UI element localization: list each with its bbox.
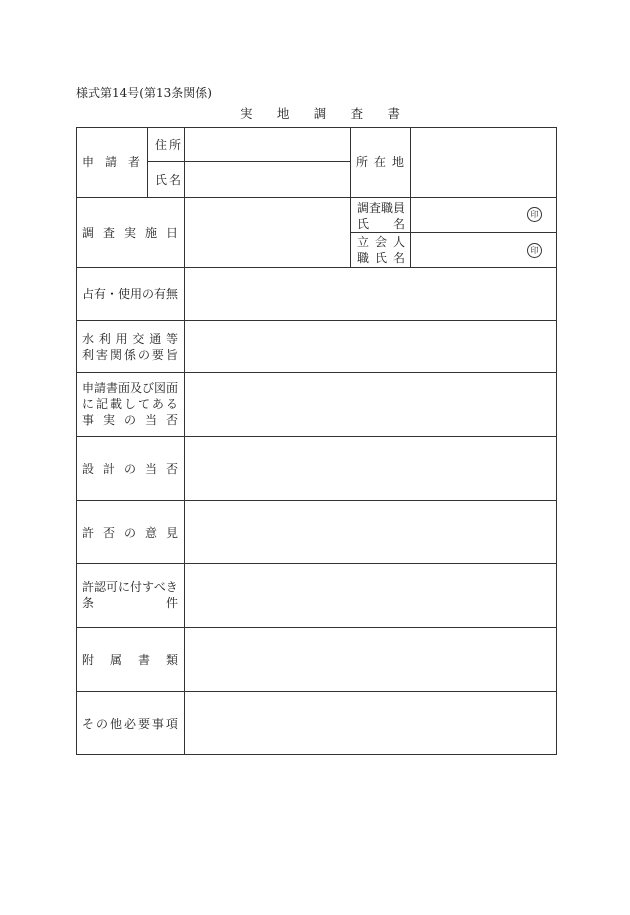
design-label xyxy=(82,461,178,477)
other-items-field[interactable] xyxy=(186,693,554,752)
water-char: 等 xyxy=(165,332,178,346)
staff-label-line2 xyxy=(357,216,405,232)
conditions-field[interactable] xyxy=(186,565,554,625)
attachments-field[interactable] xyxy=(186,629,554,689)
docs-char: 事 xyxy=(82,413,95,427)
table-row-divider xyxy=(76,627,557,628)
documents-label xyxy=(82,380,178,428)
location-label-char: 地 xyxy=(391,155,404,169)
staff-label-char: 名 xyxy=(392,217,405,231)
documents-field[interactable] xyxy=(186,374,554,434)
witness-label-line1 xyxy=(357,234,405,250)
applicant-label-char: 請 xyxy=(104,155,117,169)
address-label: 住所 xyxy=(155,138,184,152)
design-char: 設 xyxy=(82,462,95,476)
water-char: 利 xyxy=(98,332,111,346)
table-border xyxy=(76,127,77,755)
table-row-divider xyxy=(76,197,557,198)
document-title xyxy=(240,104,400,122)
title-char: 地 xyxy=(276,106,290,121)
location-label-char: 所 xyxy=(356,155,369,169)
design-char: 当 xyxy=(144,462,157,476)
staff-label xyxy=(357,200,405,232)
table-row-divider xyxy=(76,436,557,437)
date-label-char: 施 xyxy=(144,226,157,240)
witness-label-line2 xyxy=(357,250,405,266)
table-row-divider xyxy=(76,320,557,321)
water-traffic-field[interactable] xyxy=(186,322,554,370)
name-label: 氏名 xyxy=(155,173,184,187)
docs-char: あ xyxy=(151,397,164,411)
applicant-label-char: 者 xyxy=(127,155,140,169)
attachments-char: 附 xyxy=(82,653,95,667)
attachments-char: 属 xyxy=(109,653,122,667)
witness-seal-mark: 印 xyxy=(527,243,542,258)
design-char: の xyxy=(123,462,136,476)
opinion-char: 見 xyxy=(165,526,178,540)
docs-char: 載 xyxy=(109,397,122,411)
conditions-label xyxy=(82,579,178,611)
water-traffic-line2 xyxy=(82,347,178,363)
documents-line1: 申請書面及び図面 xyxy=(82,381,179,395)
location-label-char: 在 xyxy=(373,155,386,169)
other-char: 事 xyxy=(151,717,164,731)
other-char: 要 xyxy=(137,717,150,731)
docs-char: し xyxy=(123,397,136,411)
table-divider xyxy=(147,161,350,162)
table-divider xyxy=(350,232,556,233)
opinion-char: 許 xyxy=(82,526,95,540)
applicant-label-char: 申 xyxy=(82,155,95,169)
other-char: 項 xyxy=(165,717,178,731)
conditions-line2 xyxy=(82,595,178,611)
witness-label-char: 立 xyxy=(357,235,370,249)
attachments-char: 書 xyxy=(137,653,150,667)
water-char: 関 xyxy=(109,348,122,362)
investigation-form-table xyxy=(76,127,557,755)
staff-seal-mark: 印 xyxy=(527,207,542,222)
documents-line3 xyxy=(82,412,178,428)
docs-char: 実 xyxy=(102,413,115,427)
table-row-divider xyxy=(76,372,557,373)
table-divider xyxy=(147,127,148,197)
docs-char: 記 xyxy=(95,397,108,411)
conditions-char: 件 xyxy=(165,596,178,610)
opinion-char: 意 xyxy=(144,526,157,540)
table-border xyxy=(76,127,557,128)
table-row-divider xyxy=(76,500,557,501)
witness-label-char: 氏 xyxy=(374,251,387,265)
design-char: 否 xyxy=(165,462,178,476)
table-border xyxy=(556,127,557,755)
conditions-char: 条 xyxy=(82,596,95,610)
occupancy-field[interactable] xyxy=(186,269,554,318)
attachments-label xyxy=(82,652,178,668)
water-char: 係 xyxy=(123,348,136,362)
opinion-label xyxy=(82,525,178,541)
opinion-char: の xyxy=(123,526,136,540)
opinion-field[interactable] xyxy=(186,502,554,561)
water-char: 要 xyxy=(151,348,164,362)
design-field[interactable] xyxy=(186,438,554,498)
documents-line2 xyxy=(82,396,178,412)
docs-char: に xyxy=(82,397,95,411)
title-char: 書 xyxy=(387,106,400,121)
location-label xyxy=(356,154,404,170)
water-char: 利 xyxy=(82,348,95,362)
water-char: 用 xyxy=(115,332,128,346)
date-label-char: 調 xyxy=(82,226,95,240)
date-label-char: 査 xyxy=(102,226,115,240)
table-divider xyxy=(184,127,185,755)
occupancy-label: 占有・使用の有無 xyxy=(82,287,179,301)
docs-char: て xyxy=(137,397,150,411)
water-char: 害 xyxy=(95,348,108,362)
investigation-date-label xyxy=(82,225,178,241)
witness-label-char: 会 xyxy=(374,235,387,249)
date-label-char: 日 xyxy=(165,226,178,240)
address-field[interactable] xyxy=(186,129,348,160)
witness-label-char: 職 xyxy=(357,251,370,265)
other-char: 必 xyxy=(123,717,136,731)
table-row-divider xyxy=(76,563,557,564)
applicant-label xyxy=(82,154,140,170)
location-field[interactable] xyxy=(412,129,554,195)
attachments-char: 類 xyxy=(165,653,178,667)
title-char: 査 xyxy=(350,106,364,121)
water-char: の xyxy=(137,348,150,362)
investigation-date-field[interactable] xyxy=(186,199,348,265)
other-char: 他 xyxy=(109,717,122,731)
opinion-char: 否 xyxy=(102,526,115,540)
name-field[interactable] xyxy=(186,164,348,195)
title-char: 調 xyxy=(313,106,327,121)
form-number: 様式第14号(第13条関係) xyxy=(76,86,212,100)
water-traffic-line1 xyxy=(82,331,178,347)
water-char: 水 xyxy=(82,332,95,346)
table-row-divider xyxy=(76,267,557,268)
design-char: 計 xyxy=(102,462,115,476)
docs-char: る xyxy=(165,397,178,411)
witness-label xyxy=(357,234,405,266)
table-border xyxy=(76,754,557,755)
other-items-label xyxy=(82,716,178,732)
water-char: 交 xyxy=(132,332,145,346)
title-char: 実 xyxy=(240,106,253,121)
docs-char: の xyxy=(123,413,136,427)
other-char: そ xyxy=(82,717,95,731)
water-char: 旨 xyxy=(165,348,178,362)
water-traffic-label xyxy=(82,331,178,363)
other-char: の xyxy=(95,717,108,731)
table-row-divider xyxy=(76,691,557,692)
docs-char: 当 xyxy=(144,413,157,427)
docs-char: 否 xyxy=(165,413,178,427)
witness-label-char: 名 xyxy=(392,251,405,265)
date-label-char: 実 xyxy=(123,226,136,240)
conditions-line1: 許認可に付すべき xyxy=(82,580,178,594)
water-char: 通 xyxy=(149,332,162,346)
staff-label-line1: 調査職員 xyxy=(357,201,406,215)
staff-label-char: 氏 xyxy=(357,217,370,231)
witness-label-char: 人 xyxy=(392,235,405,249)
